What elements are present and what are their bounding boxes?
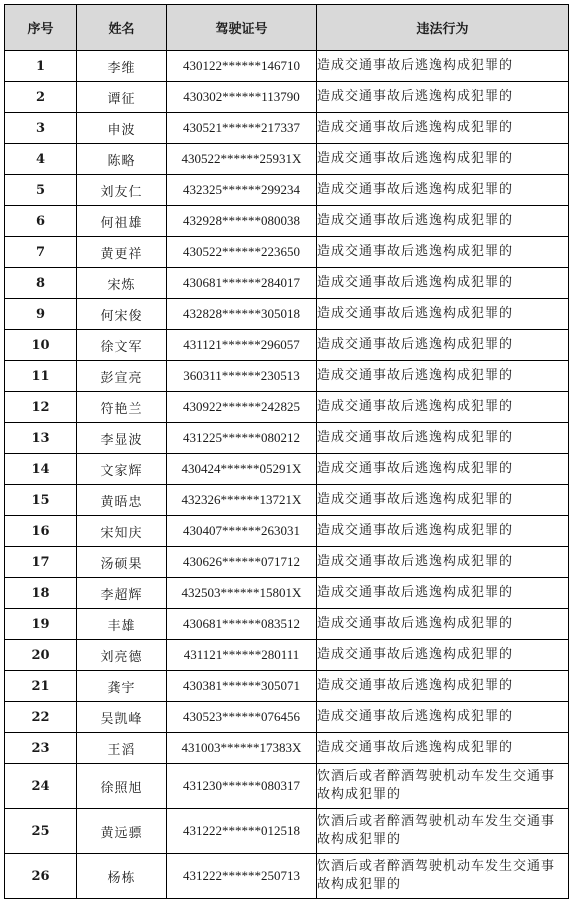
row-serial-number: 14 (5, 454, 77, 485)
row-license-number: 430681******083512 (167, 609, 317, 640)
row-serial-number: 3 (5, 113, 77, 144)
table-row (5, 578, 569, 609)
row-license-number: 430522******223650 (167, 237, 317, 268)
row-license-number: 430302******113790 (167, 82, 317, 113)
row-name: 汤硕果 (77, 547, 167, 578)
row-license-number: 430522******25931X (167, 144, 317, 175)
row-serial-number: 8 (5, 268, 77, 299)
row-violation: 造成交通事故后逃逸构成犯罪的 (317, 237, 569, 268)
table-row (5, 299, 569, 330)
row-serial-number: 2 (5, 82, 77, 113)
row-license-number: 431003******17383X (167, 733, 317, 764)
row-violation: 造成交通事故后逃逸构成犯罪的 (317, 609, 569, 640)
row-license-number: 431222******250713 (167, 854, 317, 899)
table-row (5, 237, 569, 268)
table-row (5, 51, 569, 82)
row-license-number: 430681******284017 (167, 268, 317, 299)
row-name: 谭征 (77, 82, 167, 113)
table-row (5, 361, 569, 392)
row-serial-number: 26 (5, 854, 77, 899)
row-license-number: 430922******242825 (167, 392, 317, 423)
table-row (5, 330, 569, 361)
table-row (5, 82, 569, 113)
row-serial-number: 13 (5, 423, 77, 454)
violations-table (4, 4, 569, 899)
row-name: 王滔 (77, 733, 167, 764)
row-license-number: 431121******280111 (167, 640, 317, 671)
row-serial-number: 12 (5, 392, 77, 423)
header-name: 姓名 (77, 5, 167, 51)
row-violation: 造成交通事故后逃逸构成犯罪的 (317, 175, 569, 206)
table-row (5, 268, 569, 299)
row-serial-number: 16 (5, 516, 77, 547)
table-body (5, 51, 569, 899)
row-violation: 造成交通事故后逃逸构成犯罪的 (317, 423, 569, 454)
row-serial-number: 20 (5, 640, 77, 671)
row-license-number: 431121******296057 (167, 330, 317, 361)
row-violation: 饮酒后或者醉酒驾驶机动车发生交通事故构成犯罪的 (317, 809, 569, 854)
row-license-number: 432326******13721X (167, 485, 317, 516)
row-name: 李显波 (77, 423, 167, 454)
row-serial-number: 18 (5, 578, 77, 609)
table-row (5, 671, 569, 702)
row-name: 吴凯峰 (77, 702, 167, 733)
row-name: 宋炼 (77, 268, 167, 299)
row-name: 徐照旭 (77, 764, 167, 809)
table-row (5, 809, 569, 854)
row-violation: 造成交通事故后逃逸构成犯罪的 (317, 82, 569, 113)
table-row (5, 516, 569, 547)
row-serial-number: 1 (5, 51, 77, 82)
row-name: 龚宇 (77, 671, 167, 702)
row-serial-number: 9 (5, 299, 77, 330)
row-serial-number: 4 (5, 144, 77, 175)
table-row (5, 609, 569, 640)
row-serial-number: 11 (5, 361, 77, 392)
table-row (5, 206, 569, 237)
row-serial-number: 5 (5, 175, 77, 206)
table-row (5, 113, 569, 144)
row-violation: 造成交通事故后逃逸构成犯罪的 (317, 578, 569, 609)
table-row (5, 854, 569, 899)
row-violation: 造成交通事故后逃逸构成犯罪的 (317, 392, 569, 423)
row-name: 宋知庆 (77, 516, 167, 547)
header-serial-number: 序号 (5, 5, 77, 51)
table-row (5, 423, 569, 454)
row-name: 文家辉 (77, 454, 167, 485)
row-violation: 造成交通事故后逃逸构成犯罪的 (317, 51, 569, 82)
table-row (5, 733, 569, 764)
row-name: 刘友仁 (77, 175, 167, 206)
row-serial-number: 10 (5, 330, 77, 361)
row-license-number: 430626******071712 (167, 547, 317, 578)
row-license-number: 431225******080212 (167, 423, 317, 454)
header-license-number: 驾驶证号 (167, 5, 317, 51)
row-violation: 造成交通事故后逃逸构成犯罪的 (317, 671, 569, 702)
table-row (5, 764, 569, 809)
row-violation: 造成交通事故后逃逸构成犯罪的 (317, 547, 569, 578)
row-license-number: 432503******15801X (167, 578, 317, 609)
row-license-number: 430521******217337 (167, 113, 317, 144)
table-row (5, 640, 569, 671)
row-license-number: 360311******230513 (167, 361, 317, 392)
table-row (5, 702, 569, 733)
row-license-number: 432828******305018 (167, 299, 317, 330)
row-license-number: 432325******299234 (167, 175, 317, 206)
header-row (5, 5, 569, 51)
row-name: 申波 (77, 113, 167, 144)
row-license-number: 432928******080038 (167, 206, 317, 237)
row-name: 丰雄 (77, 609, 167, 640)
row-name: 陈略 (77, 144, 167, 175)
table-row (5, 485, 569, 516)
row-serial-number: 17 (5, 547, 77, 578)
row-license-number: 430407******263031 (167, 516, 317, 547)
row-serial-number: 6 (5, 206, 77, 237)
table-row (5, 392, 569, 423)
row-violation: 造成交通事故后逃逸构成犯罪的 (317, 733, 569, 764)
table-row (5, 454, 569, 485)
row-violation: 造成交通事故后逃逸构成犯罪的 (317, 702, 569, 733)
row-license-number: 430424******05291X (167, 454, 317, 485)
row-violation: 饮酒后或者醉酒驾驶机动车发生交通事故构成犯罪的 (317, 764, 569, 809)
row-name: 黄更祥 (77, 237, 167, 268)
row-name: 符艳兰 (77, 392, 167, 423)
row-name: 何宋俊 (77, 299, 167, 330)
row-license-number: 431230******080317 (167, 764, 317, 809)
row-license-number: 431222******012518 (167, 809, 317, 854)
row-violation: 造成交通事故后逃逸构成犯罪的 (317, 330, 569, 361)
row-violation: 饮酒后或者醉酒驾驶机动车发生交通事故构成犯罪的 (317, 854, 569, 899)
row-violation: 造成交通事故后逃逸构成犯罪的 (317, 361, 569, 392)
row-license-number: 430381******305071 (167, 671, 317, 702)
header-violation: 违法行为 (317, 5, 569, 51)
row-serial-number: 19 (5, 609, 77, 640)
row-name: 黄晤忠 (77, 485, 167, 516)
row-violation: 造成交通事故后逃逸构成犯罪的 (317, 144, 569, 175)
row-violation: 造成交通事故后逃逸构成犯罪的 (317, 206, 569, 237)
row-violation: 造成交通事故后逃逸构成犯罪的 (317, 268, 569, 299)
table-row (5, 547, 569, 578)
row-name: 徐文军 (77, 330, 167, 361)
row-violation: 造成交通事故后逃逸构成犯罪的 (317, 113, 569, 144)
row-name: 何祖雄 (77, 206, 167, 237)
row-serial-number: 21 (5, 671, 77, 702)
row-license-number: 430122******146710 (167, 51, 317, 82)
row-name: 刘亮德 (77, 640, 167, 671)
row-name: 黄远骠 (77, 809, 167, 854)
table-header (5, 5, 569, 51)
table-row (5, 175, 569, 206)
row-violation: 造成交通事故后逃逸构成犯罪的 (317, 454, 569, 485)
row-name: 彭宣亮 (77, 361, 167, 392)
row-serial-number: 24 (5, 764, 77, 809)
row-serial-number: 15 (5, 485, 77, 516)
row-license-number: 430523******076456 (167, 702, 317, 733)
row-violation: 造成交通事故后逃逸构成犯罪的 (317, 299, 569, 330)
row-serial-number: 7 (5, 237, 77, 268)
row-name: 杨栋 (77, 854, 167, 899)
row-serial-number: 23 (5, 733, 77, 764)
table-row (5, 144, 569, 175)
row-violation: 造成交通事故后逃逸构成犯罪的 (317, 516, 569, 547)
row-name: 李超辉 (77, 578, 167, 609)
row-serial-number: 22 (5, 702, 77, 733)
row-violation: 造成交通事故后逃逸构成犯罪的 (317, 640, 569, 671)
row-name: 李维 (77, 51, 167, 82)
row-serial-number: 25 (5, 809, 77, 854)
row-violation: 造成交通事故后逃逸构成犯罪的 (317, 485, 569, 516)
